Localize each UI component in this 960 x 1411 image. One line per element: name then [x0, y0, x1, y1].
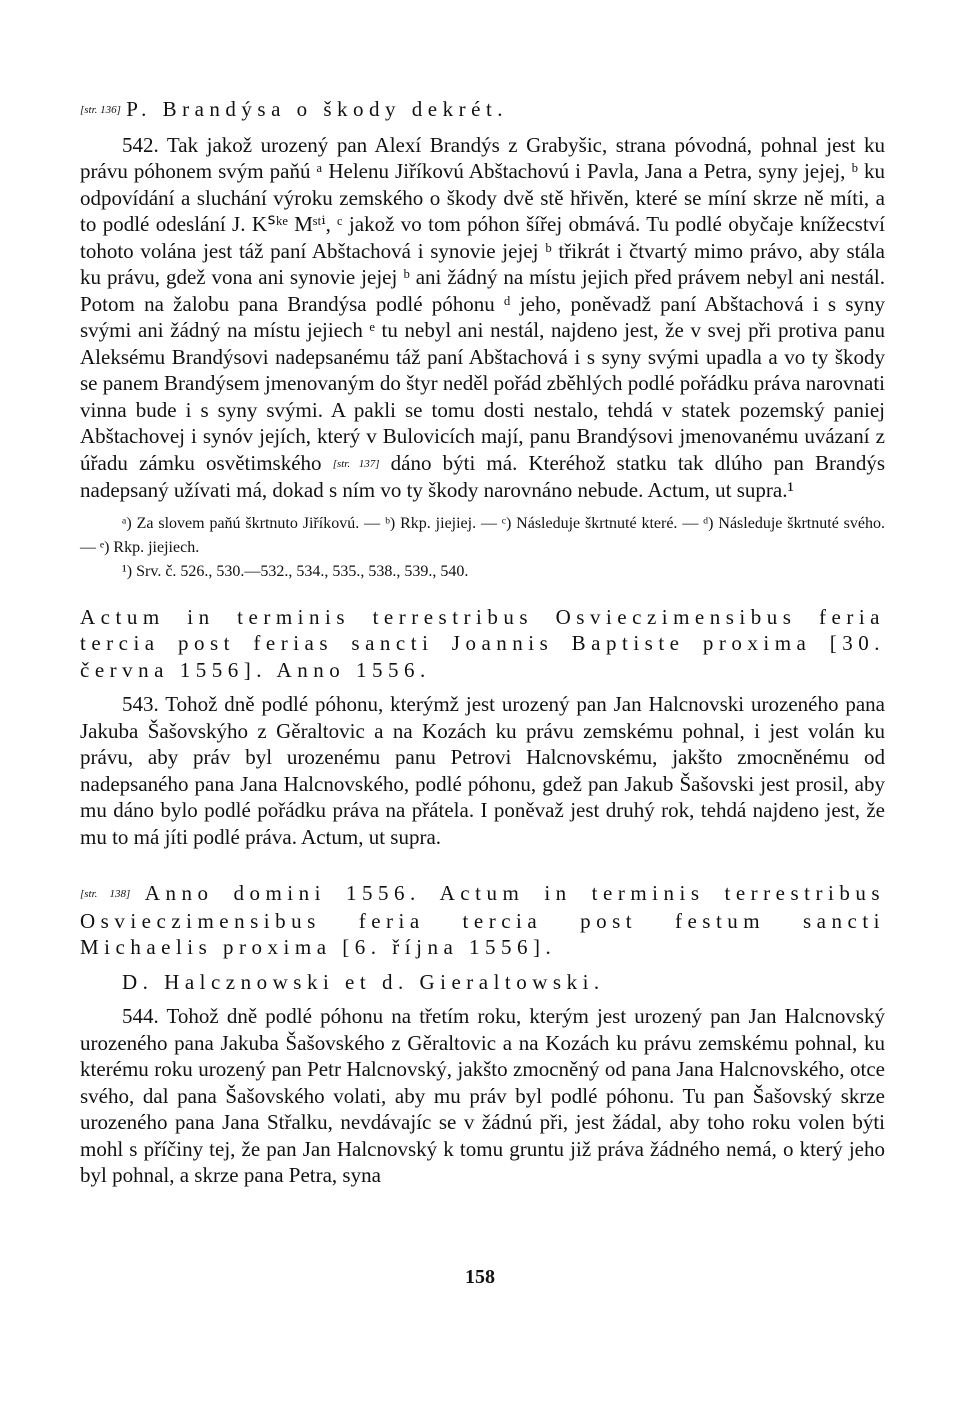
subheading-text: D. Halcznowski et d. Gieraltowski. — [122, 969, 605, 994]
entry-543: 543. Tohož dně podlé póhonu, kterýmž jest urozený pan Jan Halcnovski urozeného pana Jakuba Šašovskýho z Gěraltovic a na Kozách ku právu zemskému pohnal, i jest volán ku právu, aby práv byl urozenému panu Petrovi Halcnovskému, jakšto zmocněnému od nadepsaného pana Jana Halcnovského, podlé póhonu, gdež pan Jakub Šašovski jest prosil, aby mu dáno bylo podlé pořádku práva na přátela. I poněvaž jest druhý rok, tehdá najdeno jest, že mu to má jíti podlé práva. Actum, ut supra. — [80, 692, 885, 849]
page-reference: [str. 136] — [80, 104, 121, 116]
entry-542 — [80, 132, 885, 504]
footnotes-apparatus: ᵃ) Za slovem paňú škrtnuto Jiříkovú. — ᵇ) Rkp. jiejiej. — ᶜ) Následuje škrtnuté které. — ᵈ) Následuje škrtnuté svého. — ᵉ) Rkp. jiejiech. — [80, 514, 885, 556]
running-head-title: P. Brandýsa o škody dekrét. — [126, 97, 509, 121]
section-heading-2 — [80, 880, 885, 961]
page-reference: [str. 137] — [332, 457, 380, 470]
section-heading-2-text: Anno domini 1556. Actum in terminis terrestribus Osvieczimensibus feria tercia post festum sancti Michaelis proxima [6. října 1556]. — [80, 881, 886, 959]
running-head — [80, 96, 885, 124]
entry-542-text-cont: dáno býti má. Kteréhož statku tak dlúho pan Brandýs nadepsaný užívati má, dokad s ním vo ty škody narovnáno nebude. Actum, ut supra.¹ — [80, 450, 886, 502]
section-heading: Actum in terminis terrestribus Osvieczimensibus feria tercia post ferias sancti Joannis Baptiste proxima [30. června 1556]. Anno 1556. — [80, 604, 885, 682]
page-reference: [str. 138] — [80, 888, 131, 900]
page-number: 158 — [465, 1266, 495, 1288]
entry-544: 544. Tohož dně podlé póhonu na třetím roku, kterým jest urozený pan Jan Halcnovský urozeného pana Jakuba Šašovského z Gěraltovic a na Kozách ku právu zemskému pohnal, ku kterému roku urozený pan Petr Halcnovský, jakšto zmocněný od pana Jana Halcnovského, otce svého, dal pana Šašovského volati, aby mu práv byl podlé póhonu. Tu pan Šašovský skrze urozeného pana Jana Střalku, nevdávajíc se v žádnú při, jest žádal, aby toho roku volen býti mohl s příčiny tej, že pan Jan Halcnovský k tomu gruntu již práva žádného nemá, o který jeho byl pohnal, a skrze pana Petra, syna — [80, 1004, 885, 1187]
entry-542-text: 542. Tak jakož urozený pan Alexí Brandýs z Grabyšic, strana póvodná, pohnal jest ku právu póhonem svým paňú ᵃ Helenu Jiříkovú Abštachovú i Pavla, Jana a Petra, syny jejej, ᵇ ku odpovídání a sluchání výroku zemského o škody dvě stě hřivěn, které se míní skrze ně míti, a to podlé odeslání J. Kᔆᵏᵉ Mˢᵗⁱ, ᶜ jakož vo tom póhon šířej obmává. Tu podlé obyčaje knížecství tohoto volána jest táž paní Abštachová i synovie jejej ᵇ třikrát i čtvartý mimo právo, aby stála ku právu, gdež vona ani synovie jejej ᵇ ani žádný na místu jejich před právem nebyl ani nestál. Potom na žalobu pana Brandýsa podlé póhonu ᵈ jeho, poněvadž paní Abštachová i s syny svými ani žádný na místu jejiech ᵉ tu nebyl ani nestál, najdeno jest, že v svej při protiva panu Aleksému Brandýsovi nadepsanému táž paní Abštachová i s syny svými upadla a vo ty škody se panem Brandýsem jmenovaným do štyr neděl pořád zběhlých podlé pořádku práva narovnati vinna bude i s syny svými. A pakli se tomu dosti nestalo, tehdá v statek pozemský paniej Abštachovej i synóv jejích, který v Bulovicích mají, panu Brandýsovi jmenovanému uvázaní z úřadu zámku osvětimského — [80, 132, 885, 475]
subheading — [80, 969, 885, 996]
footnotes-references: ¹) Srv. č. 526., 530.—532., 534., 535., 538., 539., 540. — [122, 562, 469, 580]
page-body — [80, 96, 885, 1189]
